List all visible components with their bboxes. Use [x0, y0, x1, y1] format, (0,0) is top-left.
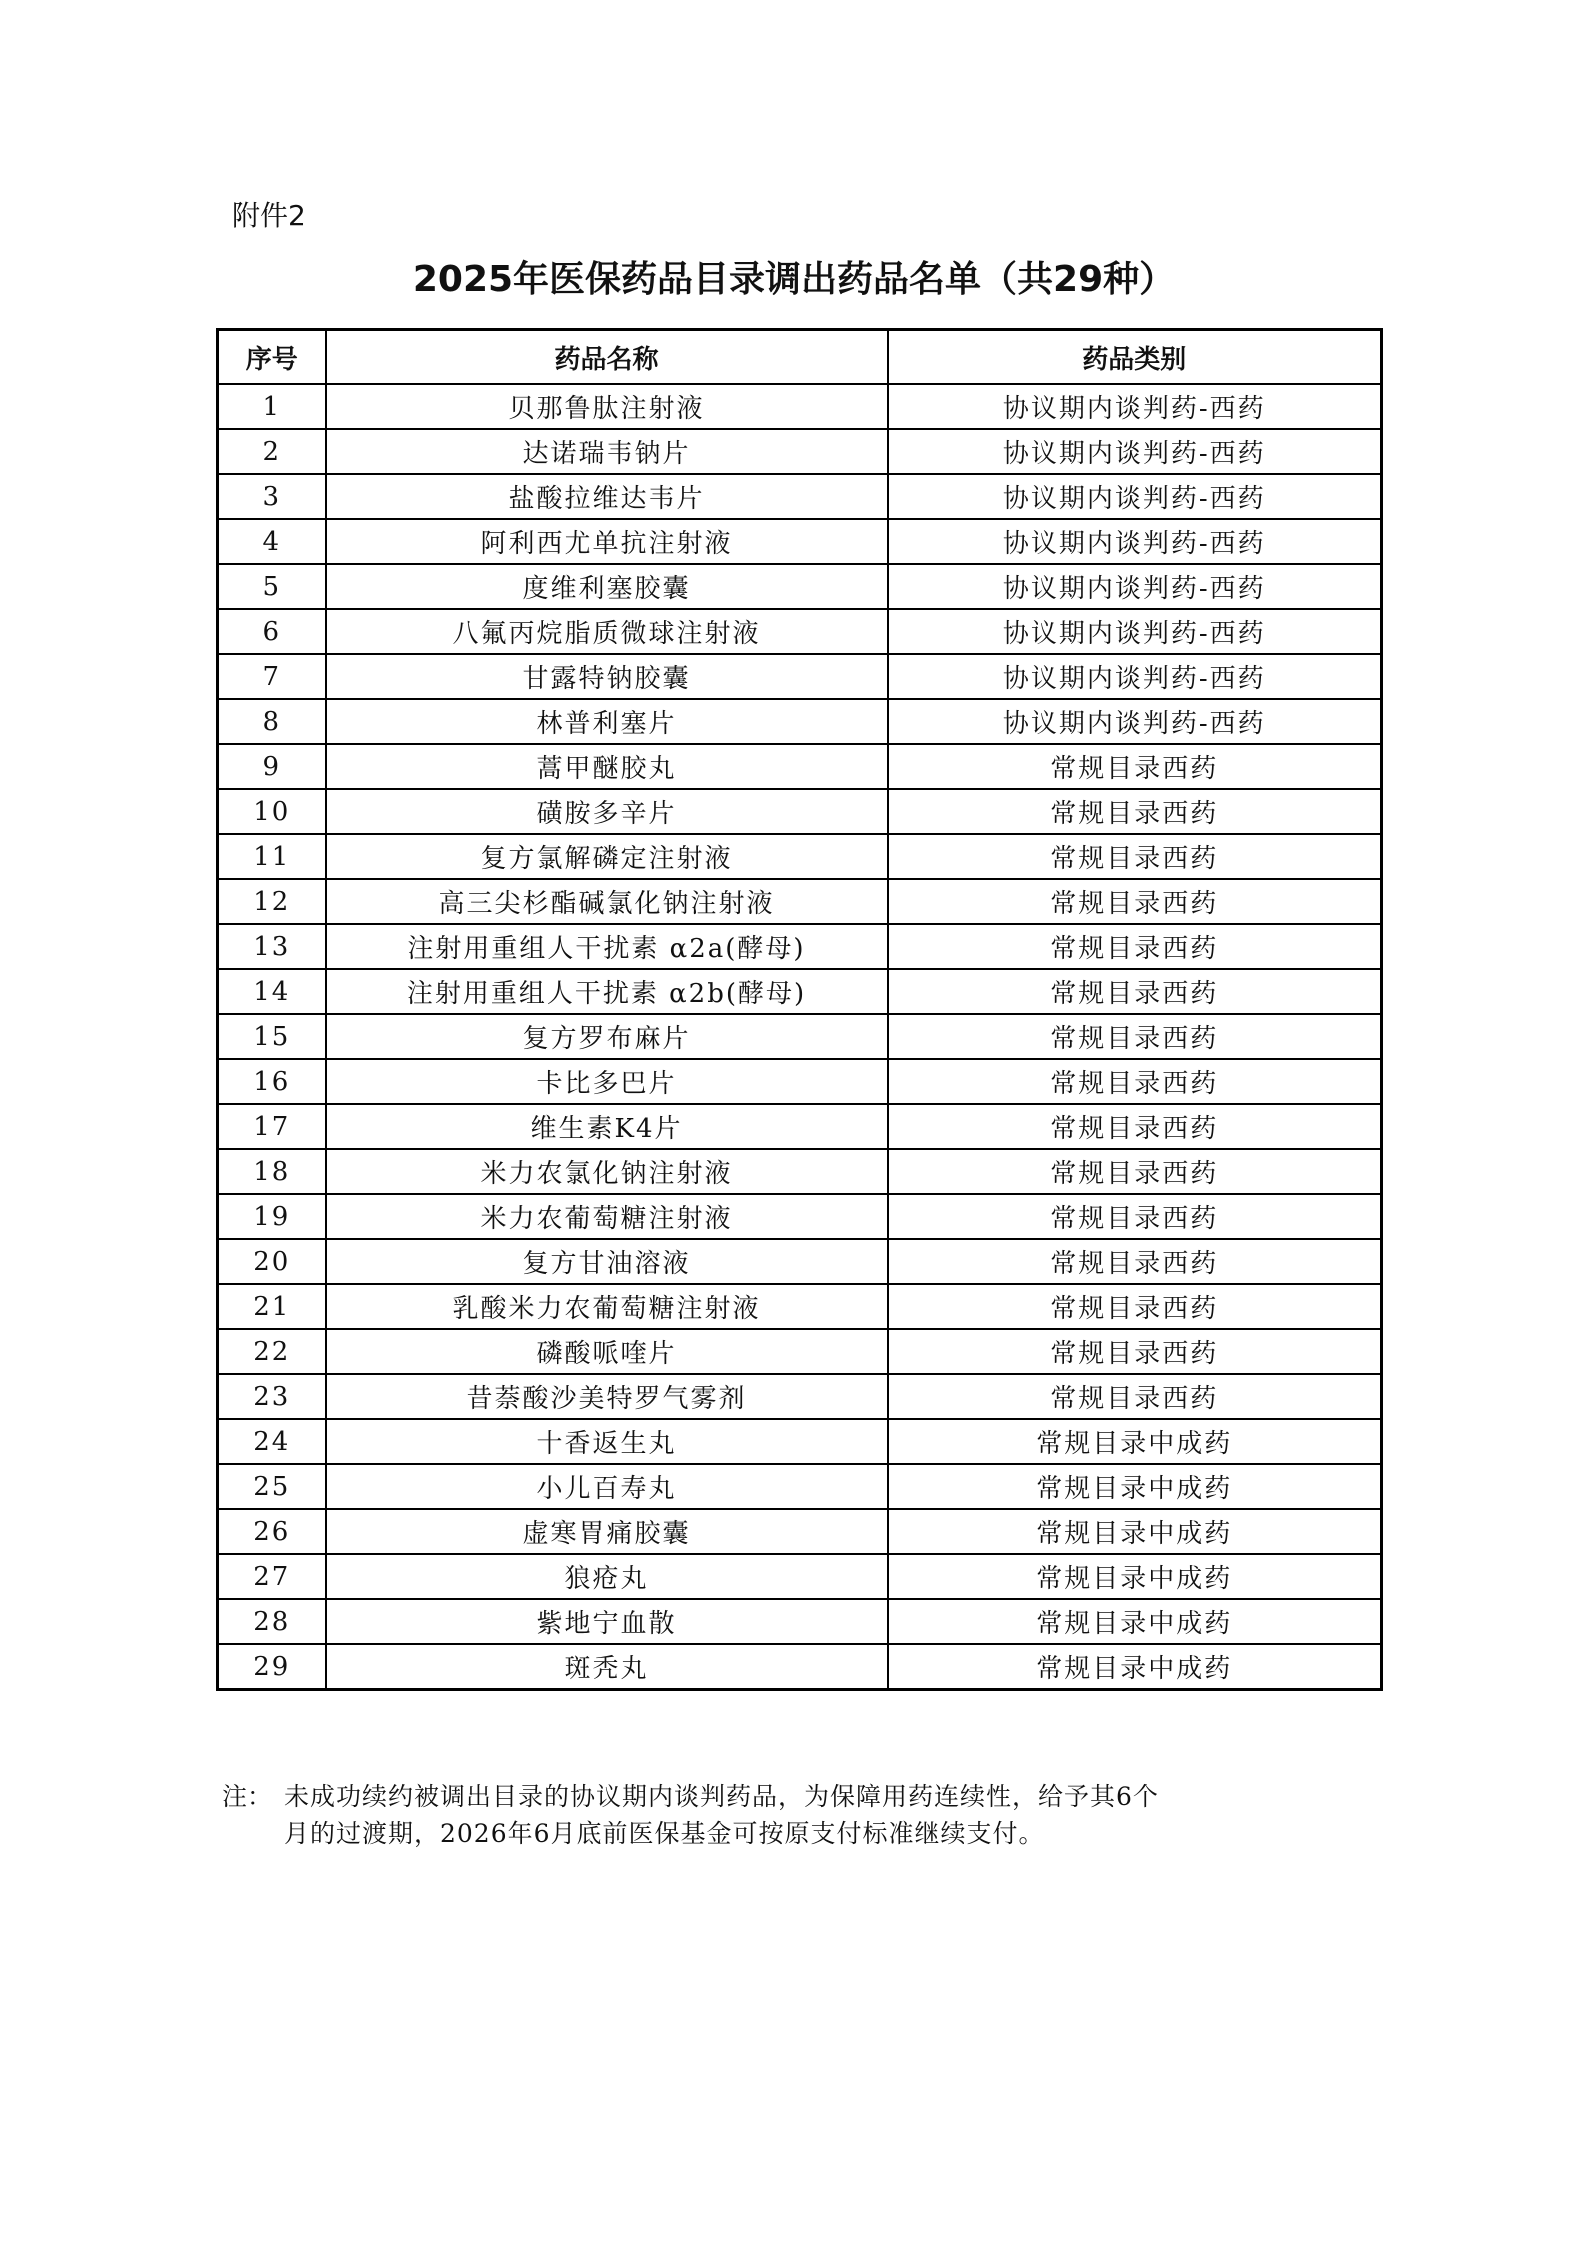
- cell-drug-category: 常规目录西药: [888, 879, 1382, 924]
- cell-drug-name: 乳酸米力农葡萄糖注射液: [326, 1284, 888, 1329]
- drug-table: [216, 328, 1383, 1691]
- cell-drug-category: 常规目录中成药: [888, 1419, 1382, 1464]
- cell-serial-number: 26: [218, 1509, 326, 1554]
- table-row: [218, 1149, 1382, 1194]
- cell-drug-name: 阿利西尤单抗注射液: [326, 519, 888, 564]
- cell-serial-number: 4: [218, 519, 326, 564]
- cell-drug-name: 复方氯解磷定注射液: [326, 834, 888, 879]
- cell-serial-number: 14: [218, 969, 326, 1014]
- table-row: [218, 879, 1382, 924]
- cell-drug-name: 昔萘酸沙美特罗气雾剂: [326, 1374, 888, 1419]
- cell-drug-category: 常规目录西药: [888, 834, 1382, 879]
- cell-drug-category: 协议期内谈判药-西药: [888, 384, 1382, 429]
- cell-drug-name: 小儿百寿丸: [326, 1464, 888, 1509]
- cell-serial-number: 22: [218, 1329, 326, 1374]
- cell-drug-name: 八氟丙烷脂质微球注射液: [326, 609, 888, 654]
- table-row: [218, 564, 1382, 609]
- cell-serial-number: 21: [218, 1284, 326, 1329]
- cell-drug-category: 常规目录西药: [888, 1149, 1382, 1194]
- cell-drug-category: 协议期内谈判药-西药: [888, 654, 1382, 699]
- cell-drug-category: 常规目录西药: [888, 1284, 1382, 1329]
- cell-drug-category: 常规目录西药: [888, 789, 1382, 834]
- cell-serial-number: 25: [218, 1464, 326, 1509]
- table-row: [218, 1464, 1382, 1509]
- cell-serial-number: 16: [218, 1059, 326, 1104]
- table-row: [218, 1419, 1382, 1464]
- cell-drug-category: 常规目录中成药: [888, 1599, 1382, 1644]
- header-serial-number: 序号: [218, 330, 326, 385]
- cell-drug-category: 常规目录西药: [888, 1194, 1382, 1239]
- cell-drug-name: 磷酸哌喹片: [326, 1329, 888, 1374]
- cell-drug-category: 常规目录西药: [888, 1239, 1382, 1284]
- table-row: [218, 924, 1382, 969]
- table-row: [218, 1059, 1382, 1104]
- cell-drug-name: 林普利塞片: [326, 699, 888, 744]
- cell-serial-number: 19: [218, 1194, 326, 1239]
- table-row: [218, 1239, 1382, 1284]
- cell-drug-name: 维生素K4片: [326, 1104, 888, 1149]
- cell-serial-number: 23: [218, 1374, 326, 1419]
- table-header-row: [218, 330, 1382, 385]
- table-row: [218, 1374, 1382, 1419]
- header-drug-name: 药品名称: [326, 330, 888, 385]
- table-row: [218, 384, 1382, 429]
- table-row: [218, 834, 1382, 879]
- cell-serial-number: 8: [218, 699, 326, 744]
- cell-serial-number: 24: [218, 1419, 326, 1464]
- cell-drug-category: 协议期内谈判药-西药: [888, 429, 1382, 474]
- cell-drug-name: 虚寒胃痛胶囊: [326, 1509, 888, 1554]
- cell-drug-category: 协议期内谈判药-西药: [888, 519, 1382, 564]
- cell-drug-name: 紫地宁血散: [326, 1599, 888, 1644]
- cell-drug-name: 达诺瑞韦钠片: [326, 429, 888, 474]
- cell-drug-category: 常规目录西药: [888, 924, 1382, 969]
- cell-drug-category: 常规目录中成药: [888, 1509, 1382, 1554]
- cell-drug-name: 盐酸拉维达韦片: [326, 474, 888, 519]
- table-row: [218, 699, 1382, 744]
- table-row: [218, 1284, 1382, 1329]
- cell-serial-number: 13: [218, 924, 326, 969]
- table-body: [218, 384, 1382, 1690]
- table-row: [218, 744, 1382, 789]
- cell-serial-number: 10: [218, 789, 326, 834]
- cell-serial-number: 18: [218, 1149, 326, 1194]
- table-row: [218, 969, 1382, 1014]
- table-row: [218, 1329, 1382, 1374]
- cell-serial-number: 7: [218, 654, 326, 699]
- cell-drug-name: 度维利塞胶囊: [326, 564, 888, 609]
- cell-serial-number: 12: [218, 879, 326, 924]
- footnote: [222, 1778, 1372, 1852]
- cell-drug-name: 高三尖杉酯碱氯化钠注射液: [326, 879, 888, 924]
- table-row: [218, 1599, 1382, 1644]
- table-row: [218, 1554, 1382, 1599]
- table-row: [218, 474, 1382, 519]
- cell-drug-category: 协议期内谈判药-西药: [888, 699, 1382, 744]
- cell-serial-number: 11: [218, 834, 326, 879]
- cell-drug-category: 常规目录西药: [888, 1014, 1382, 1059]
- cell-drug-name: 注射用重组人干扰素 α2b(酵母): [326, 969, 888, 1014]
- cell-serial-number: 2: [218, 429, 326, 474]
- cell-drug-name: 蒿甲醚胶丸: [326, 744, 888, 789]
- cell-serial-number: 29: [218, 1644, 326, 1690]
- document-title: 2025年医保药品目录调出药品名单（共29种）: [412, 259, 1176, 300]
- table-row: [218, 609, 1382, 654]
- table-row: [218, 789, 1382, 834]
- table-row: [218, 1194, 1382, 1239]
- footnote-line-2: 月的过渡期，2026年6月底前医保基金可按原支付标准继续支付。: [284, 1819, 1045, 1848]
- cell-drug-category: 常规目录西药: [888, 1104, 1382, 1149]
- cell-drug-name: 米力农葡萄糖注射液: [326, 1194, 888, 1239]
- footnote-line-1: 未成功续约被调出目录的协议期内谈判药品，为保障用药连续性，给予其6个: [284, 1782, 1159, 1811]
- table-row: [218, 519, 1382, 564]
- table-row: [218, 1014, 1382, 1059]
- cell-serial-number: 6: [218, 609, 326, 654]
- cell-drug-name: 注射用重组人干扰素 α2a(酵母): [326, 924, 888, 969]
- table-row: [218, 654, 1382, 699]
- table-row: [218, 429, 1382, 474]
- header-drug-category: 药品类别: [888, 330, 1382, 385]
- cell-drug-name: 十香返生丸: [326, 1419, 888, 1464]
- cell-serial-number: 9: [218, 744, 326, 789]
- table-row: [218, 1644, 1382, 1690]
- cell-drug-name: 甘露特钠胶囊: [326, 654, 888, 699]
- cell-drug-name: 磺胺多辛片: [326, 789, 888, 834]
- cell-serial-number: 17: [218, 1104, 326, 1149]
- cell-drug-category: 常规目录中成药: [888, 1464, 1382, 1509]
- cell-drug-name: 复方甘油溶液: [326, 1239, 888, 1284]
- cell-drug-category: 协议期内谈判药-西药: [888, 564, 1382, 609]
- cell-drug-name: 狼疮丸: [326, 1554, 888, 1599]
- cell-serial-number: 15: [218, 1014, 326, 1059]
- cell-drug-category: 常规目录西药: [888, 1059, 1382, 1104]
- table-row: [218, 1104, 1382, 1149]
- cell-drug-category: 常规目录西药: [888, 744, 1382, 789]
- cell-serial-number: 3: [218, 474, 326, 519]
- cell-drug-category: 常规目录中成药: [888, 1554, 1382, 1599]
- cell-drug-name: 贝那鲁肽注射液: [326, 384, 888, 429]
- cell-drug-name: 卡比多巴片: [326, 1059, 888, 1104]
- cell-drug-category: 常规目录西药: [888, 1329, 1382, 1374]
- cell-serial-number: 27: [218, 1554, 326, 1599]
- cell-serial-number: 20: [218, 1239, 326, 1284]
- footnote-label: 注：: [222, 1782, 273, 1811]
- cell-drug-category: 常规目录中成药: [888, 1644, 1382, 1690]
- cell-serial-number: 1: [218, 384, 326, 429]
- attachment-label: 附件2: [232, 199, 306, 232]
- cell-drug-name: 斑秃丸: [326, 1644, 888, 1690]
- cell-drug-name: 米力农氯化钠注射液: [326, 1149, 888, 1194]
- cell-drug-name: 复方罗布麻片: [326, 1014, 888, 1059]
- cell-serial-number: 28: [218, 1599, 326, 1644]
- cell-drug-category: 常规目录西药: [888, 1374, 1382, 1419]
- cell-drug-category: 常规目录西药: [888, 969, 1382, 1014]
- cell-drug-category: 协议期内谈判药-西药: [888, 609, 1382, 654]
- table-row: [218, 1509, 1382, 1554]
- cell-serial-number: 5: [218, 564, 326, 609]
- cell-drug-category: 协议期内谈判药-西药: [888, 474, 1382, 519]
